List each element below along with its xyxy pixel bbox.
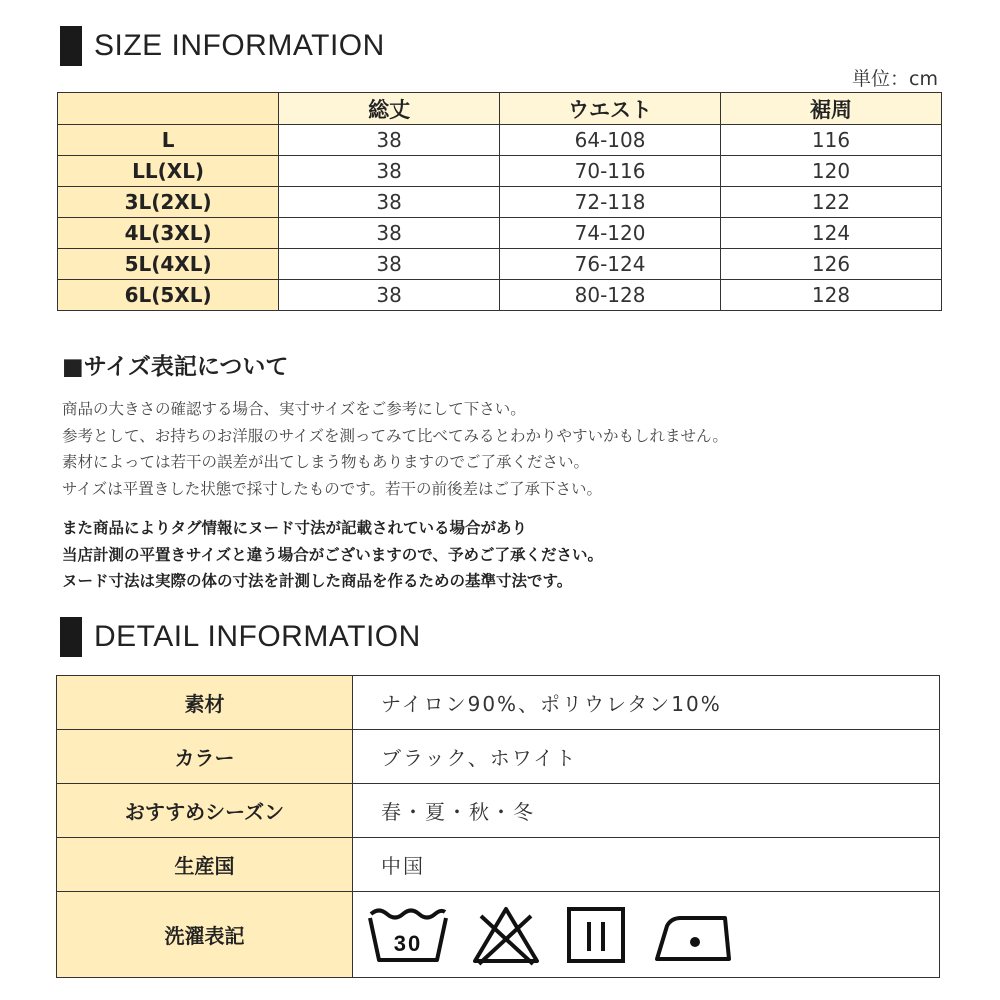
line-dry-shade-icon (563, 904, 629, 966)
size-notes-body (62, 396, 728, 502)
cell-length: 38 (279, 280, 500, 311)
bold-note-line: 当店計測の平置きサイズと違う場合がございますので、予めご了承ください。 (62, 545, 603, 564)
cell-waist: 64-108 (500, 125, 721, 156)
detail-row (57, 784, 940, 838)
bold-note-line: また商品によりタグ情報にヌード寸法が記載されている場合があり (62, 519, 528, 537)
detail-section-title: DETAIL INFORMATION (94, 620, 421, 653)
size-section-title: SIZE INFORMATION (94, 29, 385, 62)
note-line: 素材によっては若干の誤差が出てしまう物もありますのでご了承ください。 (62, 453, 590, 471)
size-label: 4L(3XL) (58, 218, 279, 249)
detail-row (57, 730, 940, 784)
detail-label: 素材 (57, 676, 353, 730)
detail-label: カラー (57, 730, 353, 784)
table-row (58, 249, 942, 280)
size-table (57, 92, 942, 311)
unit-label: 単位：cm (852, 68, 938, 90)
detail-label: 生産国 (57, 838, 353, 892)
detail-value: ナイロン90%、ポリウレタン10% (353, 676, 940, 730)
cell-hem: 124 (721, 218, 942, 249)
cell-length: 38 (279, 156, 500, 187)
cell-waist: 74-120 (500, 218, 721, 249)
wash-temp-label: 30 (393, 930, 423, 956)
detail-row (57, 676, 940, 730)
size-label: LL(XL) (58, 156, 279, 187)
cell-waist: 76-124 (500, 249, 721, 280)
cell-length: 38 (279, 218, 500, 249)
size-notes-bold (62, 515, 603, 595)
cell-waist: 80-128 (500, 280, 721, 311)
detail-table (56, 675, 940, 978)
cell-waist: 72-118 (500, 187, 721, 218)
cell-length: 38 (279, 187, 500, 218)
detail-value: 中国 (353, 838, 940, 892)
column-header: ウエスト (500, 93, 721, 125)
cell-hem: 128 (721, 280, 942, 311)
size-label: L (58, 125, 279, 156)
table-row (58, 280, 942, 311)
bold-note-line: ヌード寸法は実際の体の寸法を計測した商品を作るための基準寸法です。 (62, 572, 573, 590)
size-table-header-row (58, 93, 942, 125)
care-icons-cell (353, 892, 940, 978)
cell-length: 38 (279, 125, 500, 156)
table-row (58, 156, 942, 187)
column-header: 裾周 (721, 93, 942, 125)
note-line: 参考として、お持ちのお洋服のサイズを測ってみて比べてみるとわかりやすいかもしれません。 (62, 426, 728, 445)
care-icons (367, 904, 938, 966)
no-bleach-icon (471, 904, 541, 966)
table-row (58, 187, 942, 218)
table-row (58, 218, 942, 249)
size-label: 6L(5XL) (58, 280, 279, 311)
detail-value: 春・夏・秋・冬 (353, 784, 940, 838)
size-notes-title: ■サイズ表記について (62, 354, 289, 380)
note-line: 商品の大きさの確認する場合、実寸サイズをご参考にして下さい。 (62, 400, 526, 418)
cell-hem: 122 (721, 187, 942, 218)
detail-value: ブラック、ホワイト (353, 730, 940, 784)
cell-hem: 120 (721, 156, 942, 187)
care-label: 洗濯表記 (57, 892, 353, 978)
iron-low-icon (651, 904, 735, 966)
care-row (57, 892, 940, 978)
detail-label: おすすめシーズン (57, 784, 353, 838)
size-label: 5L(4XL) (58, 249, 279, 280)
section-marker (60, 26, 82, 66)
cell-length: 38 (279, 249, 500, 280)
detail-section-header (60, 617, 421, 657)
cell-waist: 70-116 (500, 156, 721, 187)
size-table-corner (58, 93, 279, 125)
section-marker (60, 617, 82, 657)
note-line: サイズは平置きした状態で採寸したものです。若干の前後差はご了承下さい。 (62, 479, 603, 498)
size-label: 3L(2XL) (58, 187, 279, 218)
cell-hem: 126 (721, 249, 942, 280)
cell-hem: 116 (721, 125, 942, 156)
detail-row (57, 838, 940, 892)
table-row (58, 125, 942, 156)
column-header: 総丈 (279, 93, 500, 125)
wash-30-icon (367, 904, 449, 966)
size-section-header (60, 26, 385, 66)
